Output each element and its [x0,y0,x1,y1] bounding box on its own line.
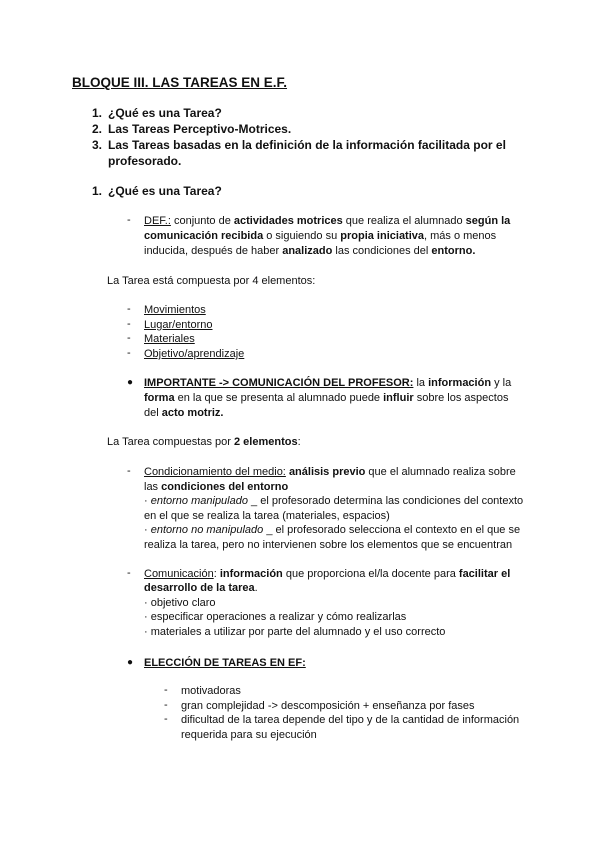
dash-bullet: - [164,684,168,696]
list-item: motivadoras [181,685,241,697]
text: : [213,568,220,580]
dash-bullet: - [127,465,131,477]
dash-bullet: - [127,347,131,359]
text: en la que se presenta al alumnado puede [174,392,384,404]
com-line-2 [144,581,258,596]
important-line-1 [144,376,511,391]
subsection-heading: ELECCIÓN DE TAREAS EN EF: [144,657,306,669]
paragraph [107,435,301,450]
bold-text: facilitar el [458,568,511,580]
cond-label: Condicionamiento del medio: [144,466,286,478]
dash-bullet: - [127,303,131,315]
list-item: · objetivo claro [144,597,216,609]
list-item: Lugar/entorno [144,319,213,331]
list-item: Materiales [144,333,195,345]
list-item: gran complejidad -> descomposición + enseñanza por fases [181,700,475,712]
dash-bullet: - [127,318,131,330]
bullet-icon: ● [127,377,134,388]
text: sobre los aspectos [413,392,509,404]
toc-item: Las Tareas basadas en la definición de la información facilitada por el [108,138,506,152]
cond-line-4: en el que se realiza la tarea (materiales, espacios) [144,510,390,522]
text: . [254,582,258,594]
important-label: IMPORTANTE -> COMUNICACIÓN DEL PROFESOR: [144,377,414,389]
bold-text: desarrollo de la tarea [144,582,255,594]
text: la [413,377,429,389]
toc-item-continuation: profesorado. [108,154,182,168]
text: _ el profesorado selecciona el contexto en el que se [263,524,521,536]
text: conjunto de [170,215,234,227]
toc-number: 3. [92,138,103,152]
list-item: dificultad de la tarea depende del tipo y de la cantidad de información [181,714,520,726]
text: del [144,407,162,419]
text: · [144,524,151,536]
italic-text: entorno no manipulado [150,524,264,536]
com-label: Comunicación [144,568,214,580]
bold-text: actividades motrices [233,215,343,227]
toc-number: 1. [92,106,103,120]
dash-bullet: - [127,567,131,579]
paragraph: La Tarea está compuesta por 4 elementos: [107,275,316,287]
dash-bullet: - [127,214,131,226]
cond-line-6: realiza la tarea, pero no intervienen sobre los elementos que se encuentran [144,539,513,551]
important-line-2 [144,391,508,406]
list-item: · materiales a utilizar por parte del alumnado y el uso correcto [144,626,446,638]
bold-text: información [428,377,492,389]
text: o siguiendo su [263,230,341,242]
list-item: Movimientos [144,304,206,316]
toc-item: ¿Qué es una Tarea? [108,106,222,120]
definition-line-3 [144,244,475,259]
bold-text: entorno. [431,245,476,257]
dash-bullet: - [164,713,168,725]
bold-text: condiciones del entorno [161,481,289,493]
def-label: DEF.: [144,215,171,227]
bullet-icon: ● [127,657,134,668]
list-item: · especificar operaciones a realizar y cómo realizarlas [144,611,407,623]
cond-line-2 [144,480,288,495]
list-item: Objetivo/aprendizaje [144,348,245,360]
com-line-1 [144,567,510,582]
bold-text: análisis previo [288,466,366,478]
dash-bullet: - [127,332,131,344]
bold-text: influir [383,392,414,404]
cond-line-3 [144,494,523,509]
bold-text: comunicación recibida [144,230,264,242]
bold-text: según la [465,215,511,227]
text: que realiza el alumnado [342,215,466,227]
bold-text: forma [144,392,175,404]
cond-line-5 [144,523,520,538]
text: y la [491,377,512,389]
definition-line-2 [144,229,496,244]
list-item-continuation: requerida para su ejecución [181,729,317,741]
text: las [144,481,162,493]
bold-text: acto motriz. [161,407,224,419]
page-title: BLOQUE III. LAS TAREAS EN E.F. [72,75,288,90]
text: que el alumnado realiza sobre [365,466,516,478]
definition-line-1 [144,214,510,229]
text: · [144,495,151,507]
section-heading: ¿Qué es una Tarea? [108,184,222,198]
cond-line-1 [144,465,516,480]
text: : [297,436,301,448]
toc-number: 2. [92,122,103,136]
bold-text: información [219,568,283,580]
bold-text: 2 elementos [233,436,298,448]
important-line-3 [144,406,223,421]
toc-item: Las Tareas Perceptivo-Motrices. [108,122,292,136]
text: , más o menos [424,230,497,242]
text: _ el profesorado determina las condiciones del contexto [247,495,524,507]
section-number: 1. [92,184,103,198]
italic-text: entorno manipulado [150,495,248,507]
text: que proporciona el/la docente para [282,568,459,580]
text: La Tarea compuestas por [107,436,234,448]
text: inducida, después de haber [144,245,283,257]
dash-bullet: - [164,699,168,711]
bold-text: analizado [282,245,333,257]
text: las condiciones del [332,245,432,257]
bold-text: propia iniciativa [340,230,425,242]
